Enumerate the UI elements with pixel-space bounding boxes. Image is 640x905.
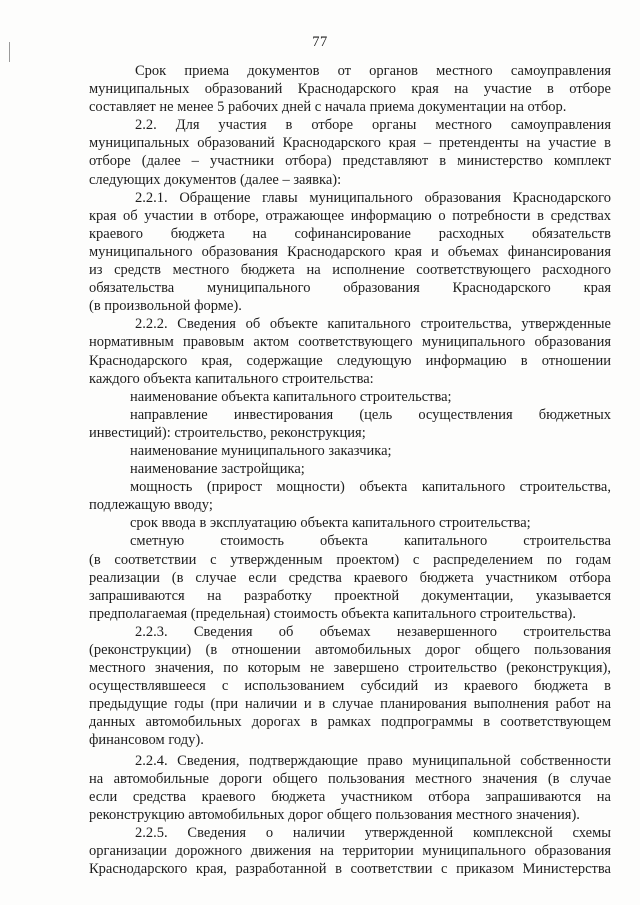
text-line: каждого объекта капитального строительства: [89, 370, 374, 387]
text-line: сметную стоимость объекта капитального строительства [130, 533, 611, 550]
text-line: мощность (прирост мощности) объекта капитального строительства, [130, 479, 611, 496]
text-line: предполагаемая (предельная) стоимость объекта капитального строительства). [89, 605, 576, 622]
text-line: муниципальных образований Краснодарского края на участие в отборе [89, 81, 611, 98]
text-line: обязательства муниципального образования Краснодарского края [89, 280, 611, 297]
text-line: направление инвестирования (цель осуществления бюджетных [130, 406, 611, 423]
text-line: Срок приема документов от органов местного самоуправления [135, 63, 611, 79]
text-line: наименование застройщика; [130, 461, 305, 478]
text-line: подлежащую вводу; [89, 497, 213, 514]
text-line: 2.2. Для участия в отборе органы местного самоуправления [135, 117, 611, 134]
text-line: срок ввода в эксплуатацию объекта капитального строительства; [130, 515, 531, 532]
text-line: краевого бюджета на софинансирование расходных обязательств [89, 225, 611, 242]
text-line: запрашиваются на разработку проектной документации, указывается [89, 587, 611, 604]
text-line: муниципальных образований Краснодарского края – претенденты на участие в [89, 135, 611, 152]
text-line: Краснодарского края, разработанной в соответствии с приказом Министерства [89, 861, 611, 878]
text-line: 2.2.3. Сведения об объемах незавершенного строительства [135, 623, 611, 640]
text-line: наименование муниципального заказчика; [130, 442, 392, 459]
text-line: 2.2.1. Обращение главы муниципального образования Краснодарского [135, 189, 611, 206]
text-line: реконструкцию автомобильных дорог общего пользования местного значения). [89, 806, 580, 823]
document-text [89, 62, 611, 878]
text-line: если средства краевого бюджета участником отбора запрашиваются на [89, 788, 611, 805]
text-line: (в соответствии с утвержденным проектом) с распределением по годам [89, 551, 611, 568]
text-line: данных автомобильных дорогах в рамках подпрограммы в соответствующем [89, 714, 611, 731]
text-line: следующих документов (далее – заявка): [89, 171, 342, 188]
text-line: 2.2.2. Сведения об объекте капитального строительства, утвержденные [135, 316, 611, 333]
text-line: осуществлявшееся с использованием субсидий из краевого бюджета в [89, 678, 611, 695]
text-line: отборе (далее – участники отбора) представляют в министерство комплект [89, 153, 611, 170]
page-number: 77 [312, 34, 328, 50]
text-line: местного значения, по которым не завершено строительство (реконструкция), [89, 660, 611, 677]
text-line: Краснодарского края, содержащие следующую информацию в отношении [89, 352, 611, 369]
text-line: 2.2.4. Сведения, подтверждающие право муниципальной собственности [135, 752, 611, 769]
text-line: предыдущие годы (при наличии и в случае планирования выполнения работ на [89, 696, 611, 713]
text-line: (реконструкции) (в отношении автомобильных дорог общего пользования [89, 642, 611, 658]
text-line: составляет не менее 5 рабочих дней с начала приема документации на отбор. [89, 99, 567, 116]
text-line: финансовом году). [89, 732, 204, 749]
text-line: муниципального образования Краснодарского края и объемах финансирования [89, 243, 611, 260]
text-line: организации дорожного движения на территории муниципального образования [89, 843, 611, 860]
text-line: на автомобильные дороги общего пользования местного значения (в случае [89, 770, 611, 787]
text-line: реализации (в случае если средства краевого бюджета участником отбора [89, 569, 611, 586]
text-line: (в произвольной форме). [89, 298, 242, 315]
text-line: наименование объекта капитального строительства; [130, 388, 452, 405]
text-line: 2.2.5. Сведения о наличии утвержденной комплексной схемы [135, 824, 611, 841]
text-line: нормативным правовым актом соответствующего муниципального образования [89, 334, 611, 351]
text-line: из средств местного бюджета на исполнение соответствующего расходного [89, 262, 611, 279]
text-line: инвестиций): строительство, реконструкция; [89, 424, 366, 441]
text-line: края об участии в отборе, отражающее информацию о потребности в средствах [89, 207, 611, 224]
